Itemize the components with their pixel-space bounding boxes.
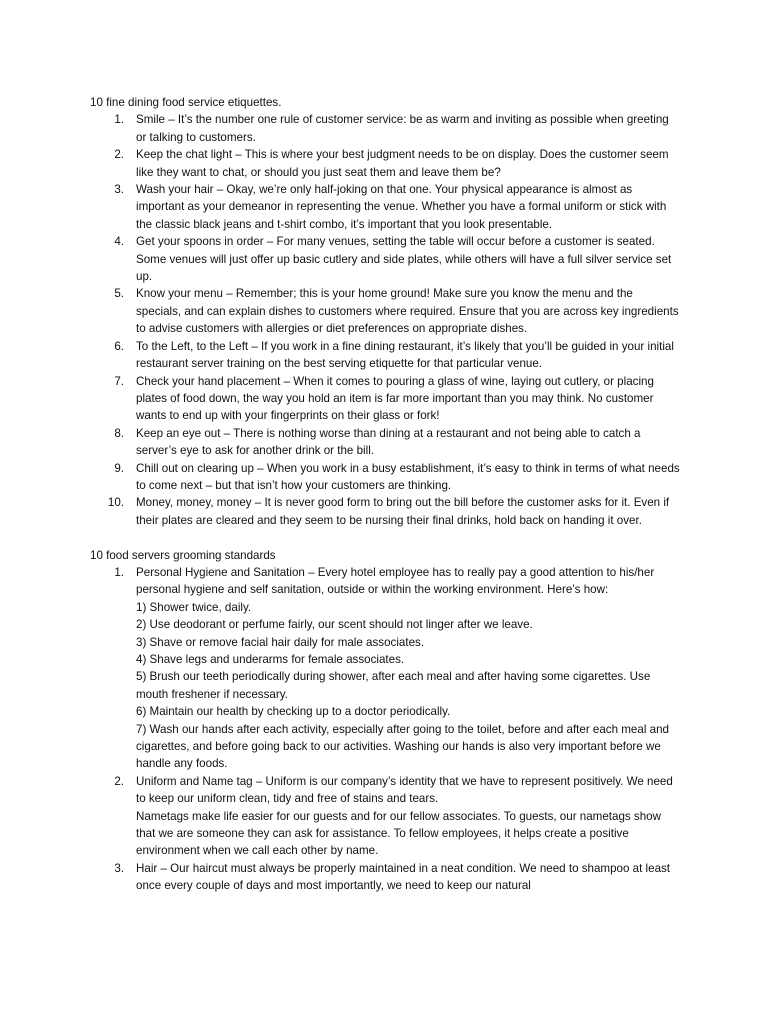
hygiene-step: 7) Wash our hands after each activity, especially after going to the toilet, before and after each meal and cigarettes, and before going back to our activities. Washing our hands is also very important before we handle any foods. <box>136 722 669 771</box>
list-item-text: Keep the chat light – This is where your best judgment needs to be on display. Does the customer seem like they want to chat, or should you just seat them and leave them be? <box>136 148 669 179</box>
list-number: 3. <box>114 861 124 875</box>
list-item <box>90 285 680 337</box>
list-item <box>90 181 680 233</box>
list-item <box>90 494 680 529</box>
hygiene-step: 3) Shave or remove facial hair daily for male associates. <box>136 635 425 649</box>
list-item-text: Money, money, money – It is never good form to bring out the bill before the customer asks for it. Even if their plates are cleared and they seem to be nursing their final drinks, hold back on handing it over. <box>136 496 670 527</box>
list-item <box>90 425 680 460</box>
list-item-text: Uniform and Name tag – Uniform is our company’s identity that we have to represent positively. We need to keep our uniform clean, tidy and free of stains and tears. <box>136 774 673 806</box>
list-number: 2. <box>114 148 124 162</box>
list-number: 10. <box>107 496 124 510</box>
list-item <box>90 338 680 373</box>
list-item <box>90 773 680 860</box>
list-item-paragraph: Nametags make life easier for our guests and for our fellow associates. To guests, our nametags show that we are someone they can ask for assistance. To fellow employees, it helps create a positive environment when we call each other by name. <box>136 809 661 858</box>
list-item <box>90 564 680 773</box>
list-number: 7. <box>114 374 124 388</box>
list-item-text: Wash your hair – Okay, we’re only half-joking on that one. Your physical appearance is almost as important as your demeanor in representing the venue. Whether you have a formal uniform or stick with the classic black jeans and t-shirt combo, it’s important that you look presentable. <box>136 183 667 231</box>
list-item-text: Personal Hygiene and Sanitation – Every hotel employee has to really pay a good attention to his/her personal hygiene and self sanitation, outside or within the working environment. Here’s how: <box>136 565 655 597</box>
list-item-text: Get your spoons in order – For many venues, setting the table will occur before a customer is seated. Some venues will just offer up basic cutlery and side plates, while others will have a full silver service set up. <box>136 235 672 284</box>
list-number: 9. <box>114 461 124 475</box>
list-number: 3. <box>114 183 124 197</box>
paragraph-spacer <box>90 529 680 546</box>
section-heading-grooming: 10 food servers grooming standards <box>90 548 276 562</box>
list-item <box>90 233 680 285</box>
list-item-text: Know your menu – Remember; this is your home ground! Make sure you know the menu and the specials, and can explain dishes to customers where required. Ensure that you are across key ingredients to advise customers with allergies or diet preferences on appropriate dishes. <box>136 287 679 336</box>
list-item <box>90 146 680 181</box>
list-number: 5. <box>114 287 124 301</box>
list-item-text: To the Left, to the Left – If you work in a fine dining restaurant, it’s likely that you’ll be guided in your initial restaurant server training on the best serving etiquette for that particular venue. <box>136 339 674 371</box>
list-number: 2. <box>114 774 124 788</box>
list-item-text: Check your hand placement – When it comes to pouring a glass of wine, laying out cutlery, or placing plates of food down, the way you hold an item is far more important than you may think. No customer wants to end up with your fingerprints on their glass or fork! <box>136 374 654 423</box>
list-item-text: Chill out on clearing up – When you work in a busy establishment, it’s easy to think in terms of what needs to come next – but that isn’t how your customers are thinking. <box>136 461 680 492</box>
list-number: 6. <box>114 339 124 353</box>
list-item <box>90 460 680 495</box>
etiquette-list <box>90 111 680 529</box>
list-item-text: Hair – Our haircut must always be properly maintained in a neat condition. We need to shampoo at least once every couple of days and most importantly, we need to keep our natural <box>136 861 671 893</box>
list-number: 4. <box>114 235 124 249</box>
list-item <box>90 860 680 895</box>
hygiene-step: 2) Use deodorant or perfume fairly, our scent should not linger after we leave. <box>136 618 533 632</box>
list-number: 8. <box>114 426 124 440</box>
list-item-text: Keep an eye out – There is nothing worse than dining at a restaurant and not being able to catch a server’s eye to ask for another drink or the bill. <box>136 426 641 458</box>
hygiene-step: 5) Brush our teeth periodically during shower, after each meal and after having some cigarettes. Use mouth freshener if necessary. <box>136 670 651 701</box>
hygiene-step: 4) Shave legs and underarms for female associates. <box>136 652 405 666</box>
section-heading-etiquettes: 10 fine dining food service etiquettes. <box>90 96 282 109</box>
grooming-list <box>90 564 680 895</box>
list-number: 1. <box>114 565 124 579</box>
hygiene-step: 1) Shower twice, daily. <box>136 600 252 614</box>
list-item <box>90 373 680 425</box>
list-item-text: Smile – It’s the number one rule of customer service: be as warm and inviting as possible when greeting or talking to customers. <box>136 113 669 144</box>
hygiene-step: 6) Maintain our health by checking up to a doctor periodically. <box>136 705 451 719</box>
document-body <box>90 94 680 895</box>
list-item <box>90 111 680 146</box>
list-number: 1. <box>114 113 124 127</box>
